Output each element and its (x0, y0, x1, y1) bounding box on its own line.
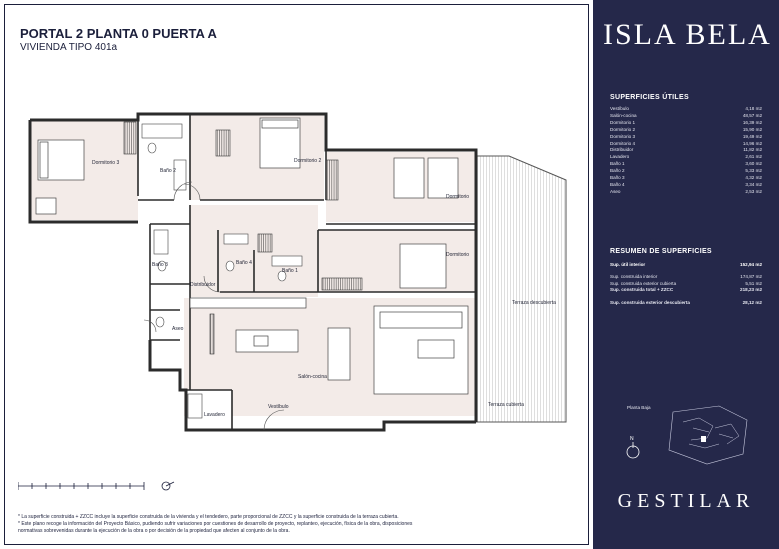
note-line-2: * Este plano recoge la información del Proyecto Básico, pudiendo sufrir variaciones por cuestiones de desarrollo de proyecto, replanteo, ejecución, física de la obra, disposiciones (18, 521, 413, 527)
summary-row-exterior-open: Sup. construida exterior descubierta 28,12 m2 (610, 299, 762, 305)
summary-row-util: Sup. útil interior 152,94 m2 (610, 262, 762, 267)
company-logo: GESTILAR (617, 490, 755, 512)
area-row: Aseo 2,53 m2 (610, 188, 762, 194)
label-dormitorio-2: Dormitorio 2 (294, 158, 322, 164)
area-row: Lavadero 2,61 m2 (610, 154, 762, 160)
dining-table (328, 328, 350, 380)
label-dormitorio-3: Dormitorio 3 (92, 160, 120, 166)
summary-row-built-exterior: Sup. construida exterior cubierta 5,51 m2 (610, 280, 762, 286)
area-row: Salón-cocina 48,57 m2 (610, 112, 762, 118)
north-compass-icon (627, 436, 639, 458)
label-dormitorio-b: Dormitorio (446, 252, 470, 258)
label-terraza-descubierta: Terraza descubierta (512, 300, 556, 306)
page-subtitle: VIVIENDA TIPO 401a (20, 42, 118, 53)
area-row: Dormitorio 1 16,39 m2 (610, 119, 762, 125)
bed-dormitorio-a1 (394, 158, 424, 198)
keymap-label: Planta Baja (627, 405, 651, 410)
label-aseo: Aseo (172, 326, 184, 332)
label-vestibulo: Vestíbulo (268, 404, 289, 410)
label-lavadero: Lavadero (204, 412, 225, 418)
label-dormitorio-a: Dormitorio (446, 194, 470, 200)
label-bano-3: Baño 3 (152, 262, 168, 268)
terrace-area (476, 156, 566, 422)
note-line-1: * La superficie construida + ZZCC incluye la superficie construida de la vivienda y el tendedero, parte proporcional de ZZCC y la superficie construida de la terraza cubierta. (18, 514, 399, 520)
brand-logo: ISLA BELA (603, 18, 772, 51)
label-terraza-cubierta: Terraza cubierta (488, 402, 524, 408)
label-bano-4: Baño 4 (236, 260, 252, 266)
bed-dormitorio-a2 (428, 158, 458, 198)
label-distribuidor: Distribuidor (190, 282, 216, 288)
unit-marker (701, 436, 706, 442)
label-salon: Salón-cocina (298, 374, 327, 380)
north-arrow-icon (162, 482, 174, 490)
info-sidebar (593, 0, 779, 549)
useful-areas-list (610, 106, 762, 196)
site-keymap (623, 398, 771, 468)
summary-list (610, 262, 762, 306)
useful-areas-title: SUPERFICIES ÚTILES (610, 94, 689, 101)
area-row: Baño 3 4,32 m2 (610, 175, 762, 181)
room-dormitorio-2 (190, 114, 324, 200)
scale-bar (18, 478, 178, 494)
floor-plan (14, 100, 574, 440)
page-title: PORTAL 2 PLANTA 0 PUERTA A (20, 26, 217, 41)
note-line-3: normativas sobrevenidas durante la ejecución de la obra o por decisión de la propiedad que afecten al conjunto de la obra. (18, 528, 290, 534)
area-row: Dormitorio 2 15,90 m2 (610, 126, 762, 132)
room-aseo (150, 310, 180, 340)
area-row: Baño 1 3,60 m2 (610, 161, 762, 167)
label-bano-2: Baño 2 (160, 168, 176, 174)
label-bano-1: Baño 1 (282, 268, 298, 274)
area-row: Dormitorio 4 14,96 m2 (610, 140, 762, 146)
area-row: Dormitorio 3 19,49 m2 (610, 133, 762, 139)
area-row: Baño 4 3,34 m2 (610, 181, 762, 187)
area-row: Distribuidor 11,82 m2 (610, 147, 762, 153)
area-row: Baño 2 5,33 m2 (610, 168, 762, 174)
summary-title: RESUMEN DE SUPERFICIES (610, 248, 712, 255)
summary-row-built-interior: Sup. construida interior 174,87 m2 (610, 274, 762, 280)
disclaimer-notes (18, 514, 578, 535)
area-row: Vestíbulo 4,18 m2 (610, 106, 762, 111)
svg-text:N: N (630, 436, 634, 442)
summary-row-built-total: Sup. construida total + ZZCC 218,23 m2 (610, 287, 762, 293)
bed-dormitorio-b (400, 244, 446, 288)
